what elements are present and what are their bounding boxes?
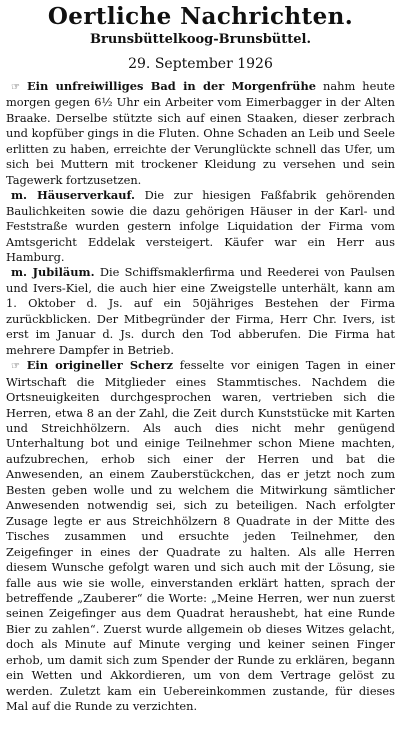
article-bath [6,79,395,188]
article-body: Die Schiffsmaklerfirma und Reederei von Paulsen und Ivers-Kiel, die auch hier eine Zweigstelle unterhält, kann am 1. Oktober d. Js. auf ein 50jähriges Bestehen der Firma zurückblicken. Der Mitbegründer der Firma, Herr Chr. Ivers, ist erst im Januar d. Js. durch den Tod abberufen. Die Firma hat mehrere Dampfer in Betrieb. [6,265,395,357]
article-lead: m. Häuserverkauf. [11,188,135,203]
article-lead: Ein unfreiwilliges Bad in der Morgenfrühe [26,79,316,93]
article-body: Die zur hiesigen Faßfabrik gehörenden Baulichkeiten sowie die dazu gehörigen Häuser in der Karl- und Feststraße wurden gestern infolge Liquidation der Firma vom Amtsgericht Eddelak versteigert. Käufer war ein Herr aus Hamburg. [6,188,396,264]
pointing-hand-icon: ☞ [11,361,20,373]
article-house-sale [6,188,395,265]
article-joke [6,358,395,714]
place-heading: Brunsbüttelkoog-Brunsbüttel. [90,32,311,47]
article-body: fesselte vor einigen Tagen in einer Wirtschaft die Mitglieder eines Stammtisches. Nachdem die Ortsneuigkeiten durchgesprochen waren, vertrieben sich die Herren, etwa 8 an der Zahl, die Zeit durch Kunststücke mit Karten und Streichhölzern. Als auch dies nicht mehr genügend Unterhaltung bot und einige Teilnehmer schon Miene machten, aufzubrechen, erhob sich einer der Herren und bat die Anwesenden, an einem Zauberstückchen, das er jetzt noch zum Besten geben wolle und zu welchem die Mitwirkung sämtlicher Anwesenden notwendig sei, sich zu beteiligen. Nach erfolgter Zusage legte er aus Streichhölzern 8 Quadrate in der Mitte des Tisches zusammen und ersuchte jeden Teilnehmer, den Zeigefinger in eines der Quadrate zu halten. Als alle Herren diesem Wunsche gefolgt waren und sich auch mit der Lösung, sie falle aus wie sie wolle, einverstanden erklärt hatten, sprach der betreffende „Zauberer“ die Worte: „Meine Herren, wer nun zuerst seinen Zeigefinger aus dem Quadrat heraushebt, hat eine Runde Bier zu zahlen“. Zuerst wurde allgemein ob dieses Witzes gelacht, doch als Minute auf Minute verging und keiner seinen Finger erhob, um damit sich zum Spender der Runde zu erklären, begann ein Wetten und Akkordieren, um von dem Vertrage gelöst zu werden. Zuletzt kam ein Uebereinkommen zustande, für dieses Mal auf die Runde zu verzichten. [6,358,396,714]
article-lead: m. Jubiläum. [11,265,95,280]
article-jubilee [6,265,395,358]
pointing-hand-icon: ☞ [11,82,20,93]
section-headline: Oertliche Nachrichten. [47,3,354,30]
article-body: nahm heute morgen gegen 6½ Uhr ein Arbeiter vom Eimerbagger in der Alten Braake. Derselbe stützte sich auf einen Staaken, dieser zerbrach und kopfüber gings in die Fluten. Ohne Schaden an Leib und Seele erlitten zu haben, erreichte der Verunglückte schnell das Ufer, um sich bei Muttern mit trockener Kleidung zu versehen und sein Tagewerk fortzusetzen. [6,79,395,187]
masthead [6,4,395,73]
issue-date: 29. September 1926 [128,56,273,72]
article-lead: Ein origineller Scherz [26,358,173,373]
